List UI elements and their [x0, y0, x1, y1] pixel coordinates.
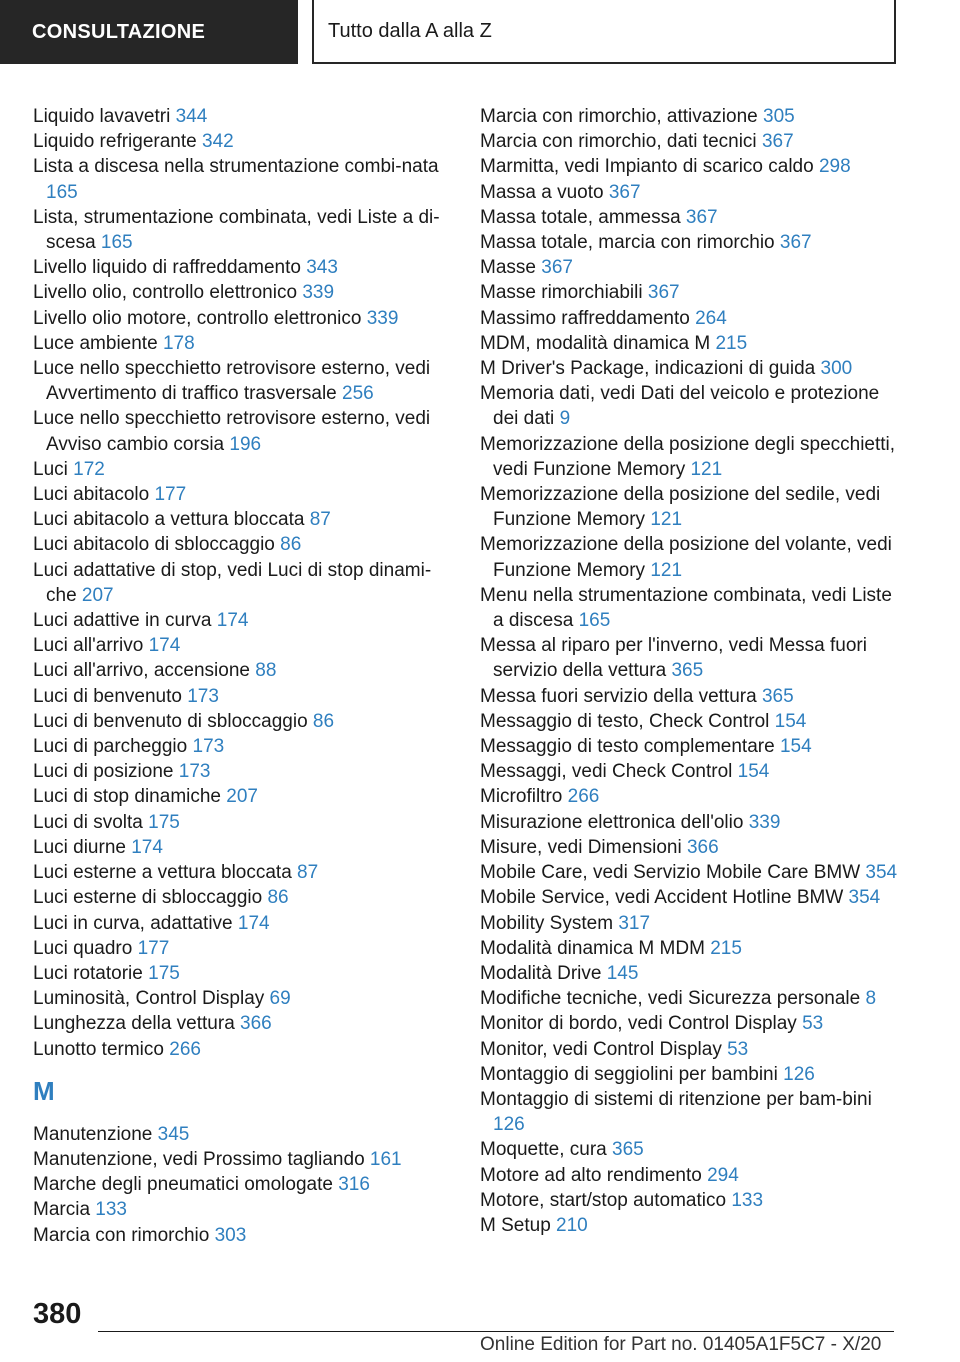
index-entry	[480, 835, 900, 860]
entry-term: Massimo raffreddamento	[480, 307, 690, 329]
footer-divider	[98, 1331, 894, 1332]
page-reference-link[interactable]: 339	[748, 811, 781, 833]
index-entry	[33, 331, 443, 356]
entry-term: Misurazione elettronica dell'olio	[480, 811, 744, 833]
page-reference-link[interactable]: 367	[685, 206, 718, 228]
entry-term: Livello olio motore, controllo elettronico	[33, 307, 362, 329]
entry-term: Monitor di bordo, vedi Control Display	[480, 1013, 797, 1035]
entry-term: Moquette, cura	[480, 1139, 607, 1161]
index-entry	[33, 961, 443, 986]
page-reference-link[interactable]: 316	[338, 1174, 370, 1196]
index-entry	[480, 1137, 900, 1162]
page-reference-link[interactable]: 342	[202, 131, 234, 153]
page-reference-link[interactable]: 121	[650, 559, 683, 581]
index-entry	[480, 205, 900, 230]
index-entry	[480, 104, 900, 129]
page-reference-link[interactable]: 178	[162, 332, 195, 354]
index-entry	[480, 810, 900, 835]
page-reference-link[interactable]: 210	[556, 1214, 588, 1236]
index-entry	[33, 104, 443, 129]
entry-term: Messaggio di testo, Check Control	[480, 710, 770, 732]
index-entry	[33, 810, 443, 835]
entry-term: Montaggio di seggiolini per bambini	[480, 1063, 778, 1085]
index-entry	[480, 180, 900, 205]
index-entry	[33, 1011, 443, 1036]
index-entry	[33, 936, 443, 961]
entry-term: Livello olio, controllo elettronico	[33, 282, 298, 304]
page-reference-link[interactable]: 87	[297, 862, 319, 884]
page-reference-link[interactable]: 177	[137, 937, 170, 959]
entry-term: Luce nello specchietto retrovisore esterno, vedi Avvertimento di traffico trasversale	[33, 358, 431, 405]
index-column-left	[33, 104, 443, 1248]
index-entry	[33, 986, 443, 1011]
entry-term: Messa al riparo per l'inverno, vedi Messa fuori servizio della vettura	[480, 635, 867, 682]
page-reference-link[interactable]: 173	[187, 685, 219, 707]
entry-term: Luci esterne a vettura bloccata	[33, 862, 292, 884]
page-reference-link[interactable]: 161	[369, 1148, 402, 1170]
page-reference-link[interactable]: 196	[229, 433, 262, 455]
entry-term: Montaggio di sistemi di ritenzione per bam-bini	[480, 1088, 872, 1110]
page-reference-link[interactable]: 173	[192, 736, 225, 758]
page-reference-link[interactable]: 173	[178, 761, 211, 783]
entry-term: Luce nello specchietto retrovisore esterno, vedi Avviso cambio corsia	[33, 408, 431, 455]
index-entry	[480, 709, 900, 734]
entry-term: Lunotto termico	[33, 1038, 164, 1060]
right-entries	[480, 104, 900, 1238]
index-entry	[33, 734, 443, 759]
index-entry	[33, 684, 443, 709]
index-entry	[33, 532, 443, 557]
page-reference-link[interactable]: 215	[710, 937, 742, 959]
index-entry	[480, 911, 900, 936]
entry-term: Luci all'arrivo, accensione	[33, 660, 250, 682]
page-reference-link[interactable]: 86	[267, 887, 289, 909]
page-reference-link[interactable]: 174	[131, 836, 163, 858]
index-entry	[480, 154, 900, 179]
entry-term: Motore, start/stop automatico	[480, 1189, 727, 1211]
entry-term: Massa totale, ammessa	[480, 206, 681, 228]
page-reference-link[interactable]: 121	[690, 458, 723, 480]
page-reference-link[interactable]: 294	[707, 1164, 739, 1186]
index-entry	[480, 230, 900, 255]
entry-term: Microfiltro	[480, 786, 563, 808]
index-entry	[33, 507, 443, 532]
page-reference-link[interactable]: 264	[695, 307, 727, 329]
page-reference-link[interactable]: 175	[148, 811, 180, 833]
entry-term: Luci adattive in curva	[33, 610, 212, 632]
index-entry	[33, 1223, 443, 1248]
index-entry	[480, 1037, 900, 1062]
section-title: CONSULTAZIONE	[32, 20, 206, 43]
entry-term: Luci adattative di stop, vedi Luci di stop dinami-che	[33, 559, 432, 606]
page-reference-link[interactable]: 165	[100, 232, 133, 254]
index-entry	[480, 684, 900, 709]
page-reference-link[interactable]: 87	[309, 509, 331, 531]
index-entry	[33, 1197, 443, 1222]
entry-term: Lista a discesa nella strumentazione combi-nata	[33, 156, 439, 178]
entry-term: Manutenzione, vedi Prossimo tagliando	[33, 1148, 365, 1170]
index-entry	[480, 255, 900, 280]
index-entry	[33, 658, 443, 683]
entry-term: Luci rotatorie	[33, 962, 143, 984]
page-reference-link[interactable]: 367	[608, 181, 641, 203]
index-entry	[33, 255, 443, 280]
page-reference-link[interactable]: 215	[715, 332, 748, 354]
page-reference-link[interactable]: 53	[727, 1038, 749, 1060]
entry-term: Memorizzazione della posizione del sedile, vedi Funzione Memory	[480, 484, 881, 531]
entry-term: Marche degli pneumatici omologate	[33, 1174, 333, 1196]
left-entries-after	[33, 1122, 443, 1248]
entry-term: Modalità Drive	[480, 962, 602, 984]
page-header	[0, 0, 960, 66]
entry-term: MDM, modalità dinamica M	[480, 332, 711, 354]
index-entry	[33, 205, 443, 255]
entry-term: Massa a vuoto	[480, 181, 604, 203]
page-reference-link[interactable]: 367	[779, 232, 812, 254]
entry-term: Memorizzazione della posizione degli specchietti, vedi Funzione Memory	[480, 433, 896, 480]
entry-term: Masse	[480, 257, 536, 279]
page-reference-link[interactable]: 305	[763, 106, 795, 127]
entry-term: Livello liquido di raffreddamento	[33, 257, 301, 279]
entry-term: Luminosità, Control Display	[33, 988, 265, 1010]
page-reference-link[interactable]: 174	[148, 635, 181, 657]
entry-term: Monitor, vedi Control Display	[480, 1038, 722, 1060]
entry-term: Memoria dati, vedi Dati del veicolo e protezione dei dati	[480, 383, 880, 430]
entry-term: Luci di posizione	[33, 761, 174, 783]
index-entry	[480, 1011, 900, 1036]
page-reference-link[interactable]: 154	[737, 761, 770, 783]
page-reference-link[interactable]: 145	[606, 962, 639, 984]
index-entry	[33, 608, 443, 633]
entry-term: Messaggi, vedi Check Control	[480, 761, 733, 783]
entry-term: Luci di stop dinamiche	[33, 786, 221, 808]
index-entry	[480, 356, 900, 381]
page-reference-link[interactable]: 365	[612, 1139, 644, 1161]
page-reference-link[interactable]: 207	[226, 786, 258, 808]
index-entry	[33, 306, 443, 331]
entry-term: Luci quadro	[33, 937, 133, 959]
index-entry	[480, 759, 900, 784]
page-reference-link[interactable]: 345	[157, 1123, 190, 1145]
entry-term: Luci di svolta	[33, 811, 143, 833]
index-entry	[480, 381, 900, 431]
page-reference-link[interactable]: 266	[567, 786, 600, 808]
page-reference-link[interactable]: 300	[820, 358, 853, 380]
page-reference-link[interactable]: 86	[280, 534, 302, 556]
index-entry	[480, 280, 900, 305]
entry-term: Marcia con rimorchio, attivazione	[480, 106, 758, 127]
index-entry	[480, 482, 900, 532]
index-entry	[33, 406, 443, 456]
page-reference-link[interactable]: 126	[493, 1114, 525, 1136]
section-tab	[0, 0, 298, 64]
index-entry	[480, 1163, 900, 1188]
index-entry	[480, 734, 900, 759]
page-reference-link[interactable]: 365	[761, 685, 794, 707]
entry-term: Luce ambiente	[33, 332, 158, 354]
page-reference-link[interactable]: 317	[618, 912, 651, 934]
index-entry	[33, 911, 443, 936]
page-reference-link[interactable]: 367	[647, 282, 680, 304]
entry-term: Massa totale, marcia con rimorchio	[480, 232, 775, 254]
index-entry	[480, 936, 900, 961]
page-reference-link[interactable]: 154	[774, 710, 807, 732]
index-entry	[33, 356, 443, 406]
entry-term: Motore ad alto rendimento	[480, 1164, 702, 1186]
entry-term: Marmitta, vedi Impianto di scarico caldo	[480, 156, 814, 178]
page-reference-link[interactable]: 133	[731, 1189, 764, 1211]
page-reference-link[interactable]: 365	[671, 660, 704, 682]
index-entry	[480, 986, 900, 1011]
entry-term: Liquido lavavetri	[33, 106, 171, 127]
page-reference-link[interactable]: 175	[148, 962, 180, 984]
entry-term: Luci abitacolo	[33, 484, 150, 506]
page-reference-link[interactable]: 88	[255, 660, 277, 682]
index-entry	[480, 306, 900, 331]
index-entry	[480, 633, 900, 683]
page-reference-link[interactable]: 367	[541, 257, 573, 279]
index-entry	[33, 457, 443, 482]
index-entry	[480, 1188, 900, 1213]
page-reference-link[interactable]: 165	[46, 181, 78, 203]
entry-term: Messaggio di testo complementare	[480, 736, 775, 758]
index-entry	[480, 784, 900, 809]
entry-term: Modalità dinamica M MDM	[480, 937, 705, 959]
index-entry	[33, 759, 443, 784]
page-reference-link[interactable]: 339	[302, 282, 335, 304]
index-entry	[480, 583, 900, 633]
page-reference-link[interactable]: 174	[216, 610, 249, 632]
index-entry	[33, 1122, 443, 1147]
chapter-tab	[312, 0, 896, 64]
page-reference-link[interactable]: 343	[306, 257, 338, 279]
entry-term: M Driver's Package, indicazioni di guida	[480, 358, 816, 380]
index-column-right	[480, 104, 900, 1238]
entry-term: Modifiche tecniche, vedi Sicurezza personale	[480, 988, 861, 1010]
page-reference-link[interactable]: 366	[240, 1013, 272, 1035]
entry-term: Luci esterne di sbloccaggio	[33, 887, 263, 909]
page-number: 380	[33, 1298, 82, 1330]
index-entry	[480, 532, 900, 582]
entry-term: Luci di parcheggio	[33, 736, 188, 758]
page-reference-link[interactable]: 177	[154, 484, 187, 506]
index-entry	[33, 558, 443, 608]
index-entry	[33, 1037, 443, 1062]
index-entry	[480, 1213, 900, 1238]
index-entry	[480, 331, 900, 356]
page-reference-link[interactable]: 8	[865, 988, 877, 1010]
entry-term: Luci abitacolo a vettura bloccata	[33, 509, 305, 531]
page-reference-link[interactable]: 354	[865, 862, 898, 884]
index-entry	[33, 482, 443, 507]
entry-term: Luci	[33, 458, 68, 480]
edition-text: Online Edition for Part no. 01405A1F5C7 - X/20	[480, 1334, 882, 1355]
index-entry	[33, 129, 443, 154]
entry-term: Mobile Care, vedi Servizio Mobile Care BMW	[480, 862, 861, 884]
index-entry	[480, 860, 900, 885]
page-reference-link[interactable]: 126	[783, 1063, 815, 1085]
index-entry	[33, 709, 443, 734]
entry-term: Messa fuori servizio della vettura	[480, 685, 757, 707]
entry-term: Marcia con rimorchio, dati tecnici	[480, 131, 757, 153]
index-entry	[480, 885, 900, 910]
entry-term: Mobile Service, vedi Accident Hotline BMW	[480, 887, 844, 909]
page-reference-link[interactable]: 303	[214, 1224, 247, 1246]
index-entry	[480, 1062, 900, 1087]
index-entry	[33, 280, 443, 305]
index-entry	[33, 1172, 443, 1197]
page-reference-link[interactable]: 207	[81, 584, 114, 606]
entry-term: Lunghezza della vettura	[33, 1013, 235, 1035]
entry-term: M Setup	[480, 1214, 551, 1236]
entry-term: Lista, strumentazione combinata, vedi Liste a di-scesa	[33, 206, 440, 254]
entry-term: Liquido refrigerante	[33, 131, 197, 153]
page-reference-link[interactable]: 366	[686, 836, 719, 858]
entry-term: Luci di benvenuto	[33, 685, 182, 707]
left-entries-before	[33, 104, 443, 1062]
index-entry	[33, 154, 443, 204]
page-reference-link[interactable]: 133	[95, 1199, 127, 1221]
index-entry	[33, 1147, 443, 1172]
entry-term: Menu nella strumentazione combinata, vedi Liste a discesa	[480, 584, 892, 632]
entry-term: Mobility System	[480, 912, 614, 934]
page-reference-link[interactable]: 256	[342, 383, 374, 405]
index-entry	[33, 633, 443, 658]
page-reference-link[interactable]: 86	[312, 710, 335, 732]
entry-term: Luci di benvenuto di sbloccaggio	[33, 710, 308, 732]
index-entry	[480, 129, 900, 154]
index-entry	[33, 860, 443, 885]
entry-term: Misure, vedi Dimensioni	[480, 836, 682, 858]
page-reference-link[interactable]: 69	[269, 988, 291, 1010]
page-reference-link[interactable]: 339	[366, 307, 399, 329]
letter-heading: M	[33, 1075, 55, 1106]
entry-term: Luci diurne	[33, 836, 126, 858]
entry-term: Luci in curva, adattative	[33, 912, 233, 934]
page-reference-link[interactable]: 367	[761, 131, 794, 153]
index-entry	[480, 961, 900, 986]
entry-term: Luci abitacolo di sbloccaggio	[33, 534, 275, 556]
entry-term: Marcia con rimorchio	[33, 1224, 210, 1246]
entry-term: Marcia	[33, 1199, 91, 1221]
entry-term: Luci all'arrivo	[33, 635, 144, 657]
page-reference-link[interactable]: 174	[237, 912, 270, 934]
entry-term: Memorizzazione della posizione del volante, vedi Funzione Memory	[480, 534, 892, 581]
entry-term: Masse rimorchiabili	[480, 282, 643, 304]
page-reference-link[interactable]: 354	[848, 887, 881, 909]
entry-term: Manutenzione	[33, 1123, 153, 1145]
page-reference-link[interactable]: 53	[802, 1013, 824, 1035]
index-entry	[480, 1087, 900, 1137]
page-reference-link[interactable]: 266	[169, 1038, 201, 1060]
chapter-title: Tutto dalla A alla Z	[328, 19, 492, 42]
index-entry	[480, 432, 900, 482]
index-entry	[33, 885, 443, 910]
page-reference-link[interactable]: 344	[175, 106, 208, 127]
page-reference-link[interactable]: 165	[578, 610, 611, 632]
page-reference-link[interactable]: 172	[73, 458, 105, 480]
index-entry	[33, 784, 443, 809]
page-reference-link[interactable]: 298	[818, 156, 851, 178]
page-reference-link[interactable]: 9	[559, 408, 571, 430]
page-reference-link[interactable]: 121	[650, 509, 683, 531]
index-entry	[33, 835, 443, 860]
page-reference-link[interactable]: 154	[779, 736, 812, 758]
